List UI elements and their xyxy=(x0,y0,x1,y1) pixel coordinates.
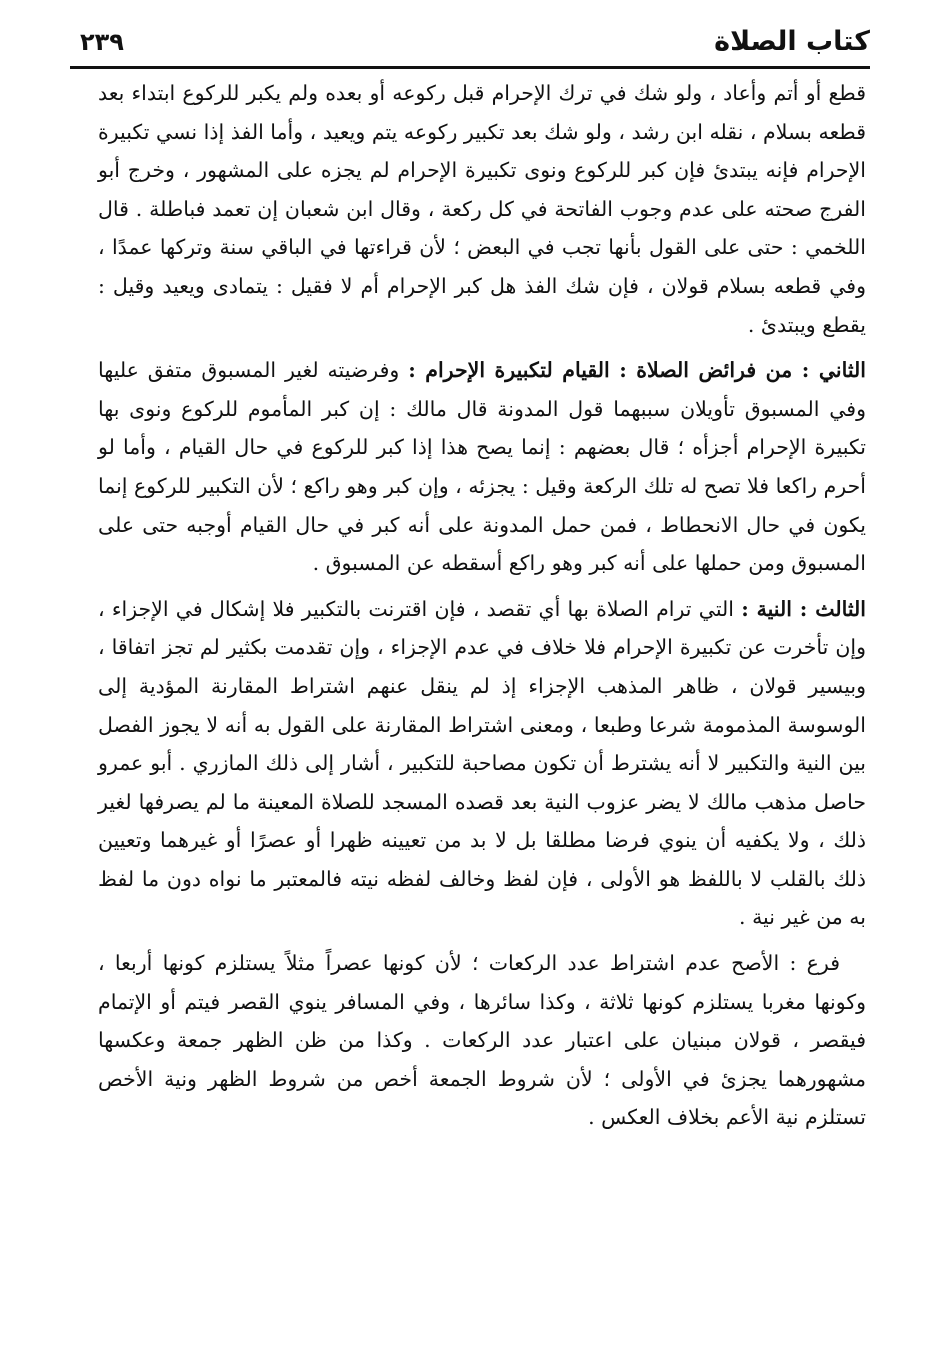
paragraph-text: فرع : الأصح عدم اشتراط عدد الركعات ؛ لأن كونها عصراً مثلاً يستلزم كونها أربعا ، وكونها مغربا يستلزم كونها ثلاثة ، وكذا سائرها ، وفي المسافر ينوي القصر فيتم أو الإتمام فيقصر ، قولان مبنيان على اعتبار عدد الركعات . وكذا من ظن الظهر جمعة وعكسها مشهورهما يجزئ في الأولى ؛ لأن شروط الجمعة أخص من شروط الظهر ونية الأخص تستلزم نية الأعم بخلاف العكس . xyxy=(98,951,866,1130)
page-number: ٢٣٩ xyxy=(80,28,124,56)
paragraph-1 xyxy=(98,74,866,344)
paragraph-2 xyxy=(98,351,866,583)
paragraph-text: قطع أو أتم وأعاد ، ولو شك في ترك الإحرام قبل ركوعه أو بعده ولم يكبر للركوع ابتداء بعد قطعه بسلام ، نقله ابن رشد ، ولو شك بعد تكبير ركوعه يتم ويعيد ، وأما الفذ إذا نسي تكبيرة الإحرام فإنه يبتدئ فإن كبر للركوع ونوى تكبيرة الإحرام لم يجزه على المشهور ، وخرج أبو الفرج صحته على عدم وجوب الفاتحة في كل ركعة ، وقال ابن شعبان إن تعمد فباطلة . قال اللخمي : حتى على القول بأنها تجب في البعض ؛ لأن قراءتها في الباقي سنة وتركها عمدًا ، وفي قطعه بسلام قولان ، فإن شك الفذ هل كبر الإحرام أم لا فقيل : يتمادى ويعيد وقيل : يقطع ويبتدئ . xyxy=(98,81,866,337)
running-title: كتاب الصلاة xyxy=(714,26,870,57)
paragraph-text: التي ترام الصلاة بها أي تقصد ، فإن اقترنت بالتكبير فلا إشكال في الإجزاء ، وإن تأخرت عن تكبيرة الإحرام فلا خلاف في عدم الإجزاء ، وإن تقدمت بكثير لم تجز اتفاقا ، وبيسير قولان ، ظاهر المذهب الإجزاء إذ لم ينقل عنهم اشتراط المقارنة المؤدية إلى الوسوسة المذمومة شرعا وطبعا ، ومعنى اشتراط المقارنة على القول به أنه لا يجوز الفصل بين النية والتكبير لا أنه يشترط أن تكون مصاحبة للتكبير ، أشار إلى ذلك المازري . أبو عمرو حاصل مذهب مالك لا يضر عزوب النية بعد قصده المسجد للصلاة المعينة ما لم يصرفها لغير ذلك ، ولا يكفيه أن ينوي فرضا مطلقا بل لا بد من تعيينه ظهرا أو عصرًا أو غيرهما وتعيين ذلك بالقلب لا باللفظ هو الأولى ، فإن لفظ وخالف لفظه نيته فالمعتبر ما نواه دون ما لفظ به من غير نية . xyxy=(98,596,866,930)
paragraph-3 xyxy=(98,590,866,937)
paragraph-lead: الثالث : النية : xyxy=(741,596,866,621)
header-rule xyxy=(70,66,870,69)
body-text xyxy=(98,74,866,1137)
paragraph-4 xyxy=(98,944,866,1137)
paragraph-text: وفرضيته لغير المسبوق متفق عليها وفي المسبوق تأويلان سببهما قول المدونة قال مالك : إن كبر المأموم للركوع ونوى بها تكبيرة الإحرام أجزأه ؛ قال بعضهم : إنما يصح هذا إذا كبر للركوع في حال القيام ، وأما لو أحرم راكعا فلا تصح له تلك الركعة وقيل : يجزئه ، وإن كبر وهو راكع ؛ لأن التكبير للركوع إنما يكون في حال الانحطاط ، فمن حمل المدونة على أنه كبر في حال القيام أوجبه حتى على المسبوق ومن حملها على أنه كبر وهو راكع أسقطه عن المسبوق . xyxy=(98,358,866,576)
page-header xyxy=(70,22,870,68)
paragraph-lead: الثاني : من فرائض الصلاة : القيام لتكبيرة الإحرام : xyxy=(408,358,866,383)
